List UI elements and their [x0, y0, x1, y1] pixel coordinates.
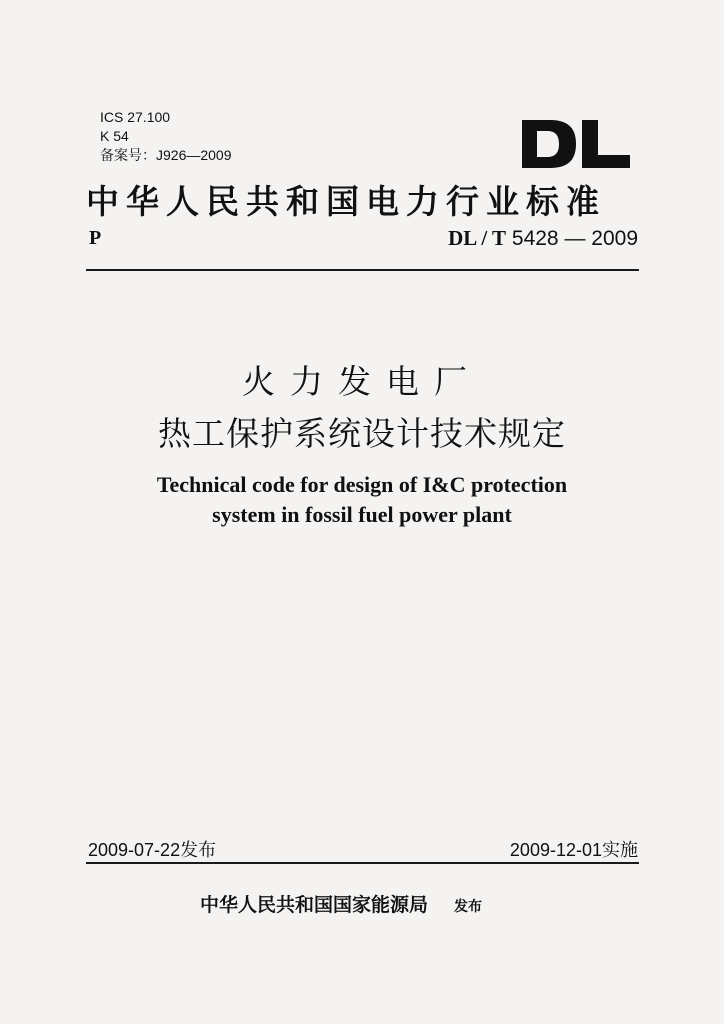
classification-code: K 54	[100, 128, 129, 144]
standard-number	[448, 226, 638, 251]
dl-logo	[520, 118, 632, 170]
publish-action: 发布	[454, 899, 483, 915]
implementation-date: 2009-12-01实施	[509, 840, 638, 860]
issue-date: 2009-07-22发布	[88, 840, 217, 860]
ics-code: ICS 27.100	[100, 109, 171, 125]
standard-number-prefix: DL / T	[448, 226, 507, 250]
publisher-name: 中华人民共和国国家能源局	[200, 894, 429, 916]
document-title-cn-line2: 热工保护系统设计技术规定	[158, 414, 566, 453]
category-code: P	[89, 227, 102, 249]
record-number: 备案号：J926—2009	[100, 147, 232, 163]
top-divider	[86, 269, 639, 271]
document-title-en-line1: Technical code for design of I&C protection	[156, 472, 568, 497]
document-title-cn-line1: 火力发电厂	[242, 362, 482, 401]
standard-title: 中华人民共和国电力行业标准	[86, 182, 606, 221]
classification-block	[100, 108, 232, 165]
standard-number-value: 5428 — 2009	[506, 227, 638, 250]
document-title-en-line2: system in fossil fuel power plant	[212, 502, 512, 527]
bottom-divider	[86, 862, 639, 864]
publisher-line	[200, 890, 482, 917]
